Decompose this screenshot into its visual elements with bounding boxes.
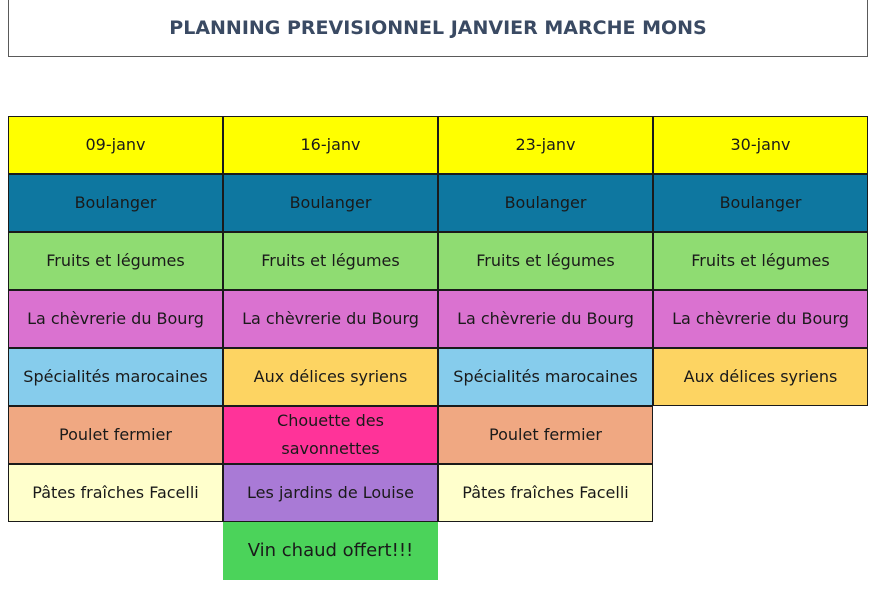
vendor-cell: Boulanger (653, 174, 868, 232)
vendor-cell: Spécialités marocaines (438, 348, 653, 406)
vendor-cell: Fruits et légumes (653, 232, 868, 290)
date-header: 23-janv (438, 116, 653, 174)
vendor-cell: Boulanger (223, 174, 438, 232)
vendor-cell: Aux délices syriens (223, 348, 438, 406)
vendor-cell: Boulanger (438, 174, 653, 232)
vendor-cell: La chèvrerie du Bourg (8, 290, 223, 348)
vendor-cell: Vin chaud offert!!! (223, 522, 438, 580)
vendor-cell: La chèvrerie du Bourg (438, 290, 653, 348)
page-title: PLANNING PREVISIONNEL JANVIER MARCHE MONS (169, 17, 707, 39)
title-box (8, 0, 868, 57)
vendor-cell: Chouette des savonnettes (223, 406, 438, 464)
vendor-cell: Poulet fermier (438, 406, 653, 464)
vendor-cell: Spécialités marocaines (8, 348, 223, 406)
vendor-cell: Fruits et légumes (8, 232, 223, 290)
vendor-cell: Fruits et légumes (438, 232, 653, 290)
vendor-cell: La chèvrerie du Bourg (223, 290, 438, 348)
date-header: 30-janv (653, 116, 868, 174)
date-header: 09-janv (8, 116, 223, 174)
vendor-cell: Poulet fermier (8, 406, 223, 464)
date-header: 16-janv (223, 116, 438, 174)
vendor-cell: Pâtes fraîches Facelli (438, 464, 653, 522)
vendor-cell: La chèvrerie du Bourg (653, 290, 868, 348)
vendor-cell: Fruits et légumes (223, 232, 438, 290)
vendor-cell: Boulanger (8, 174, 223, 232)
vendor-cell: Les jardins de Louise (223, 464, 438, 522)
vendor-cell: Pâtes fraîches Facelli (8, 464, 223, 522)
vendor-cell: Aux délices syriens (653, 348, 868, 406)
